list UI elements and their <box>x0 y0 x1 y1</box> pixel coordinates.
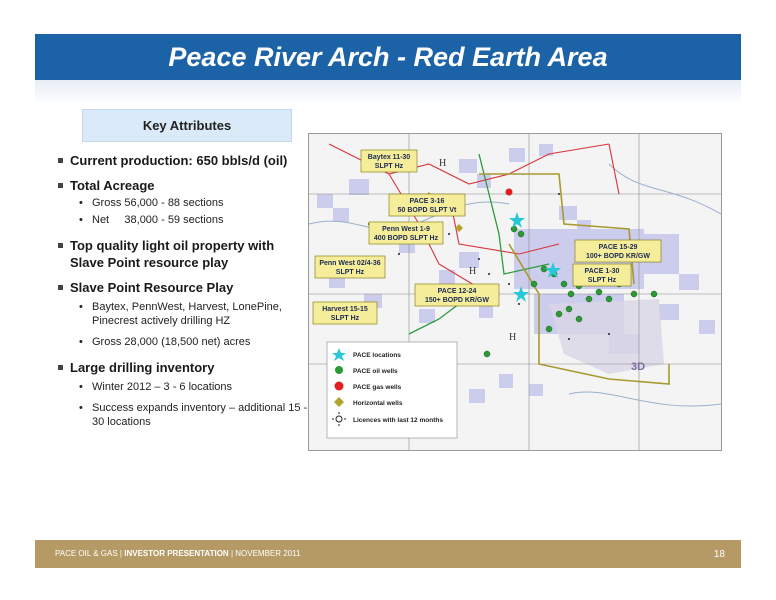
sub-bullet-item: • Winter 2012 – 3 - 6 locations <box>79 381 233 393</box>
footer-separator: | <box>119 549 122 558</box>
label-penn19-1: Penn West 1-9 <box>382 226 430 233</box>
label-pace1529-1: PACE 15-29 <box>598 244 638 251</box>
key-attributes-box <box>82 109 292 142</box>
red-dot-icon <box>335 382 344 391</box>
footer-bar <box>35 540 741 568</box>
label-h-3: H <box>509 332 517 343</box>
legend-horizontal: Horizontal wells <box>353 400 403 407</box>
label-harvest-1: Harvest 15-15 <box>322 306 368 313</box>
bullet-dot-icon: • <box>79 336 83 348</box>
bullet-square-icon <box>58 365 63 370</box>
bullet-item: Total Acreage <box>58 177 308 194</box>
bullet-dot-icon: • <box>79 301 83 313</box>
bullet-item: Slave Point Resource Play <box>58 279 308 296</box>
bullet-dot-icon: • <box>79 381 83 393</box>
sub-bullet-item: • Success expands inventory – additional 15 - 30 locations <box>79 402 308 428</box>
label-h-2: H <box>469 266 477 277</box>
sub-bullet-item: • Gross 56,000 - 88 sections <box>79 197 224 209</box>
label-pace316-1: PACE 3-16 <box>409 198 445 205</box>
label-h-1: H <box>439 158 447 169</box>
page-number: 18 <box>713 549 725 560</box>
map-legend <box>327 342 457 438</box>
label-pace1224-2: 150+ BOPD KR/GW <box>425 297 489 304</box>
bullet-item: Current production: 650 bbls/d (oil) <box>58 152 308 169</box>
title-bar <box>35 34 741 80</box>
label-pace130-2: SLPT Hz <box>587 277 617 284</box>
green-dot-icon <box>335 366 343 374</box>
label-pace1224-1: PACE 12-24 <box>437 288 477 295</box>
bullet-dot-icon: • <box>79 402 83 414</box>
label-pace316-2: 50 BOPD SLPT Vt <box>397 207 457 214</box>
bullet-square-icon <box>58 158 63 163</box>
bullet-square-icon <box>58 285 63 290</box>
bullet-square-icon <box>58 183 63 188</box>
label-penn0236-2: SLPT Hz <box>335 269 365 276</box>
label-3d-area: 3D <box>631 361 646 373</box>
footer-date: NOVEMBER 2011 <box>235 549 301 558</box>
legend-locations: PACE locations <box>353 352 401 359</box>
footer-separator: | <box>230 549 234 558</box>
sub-bullet-item: • Baytex, PennWest, Harvest, LonePine, Pinecrest actively drilling HZ <box>79 301 282 327</box>
bullet-item: Top quality light oil property with Slave Point resource play <box>58 237 308 271</box>
legend-gas: PACE gas wells <box>353 384 402 391</box>
sub-bullet-item: • Net 38,000 - 59 sections <box>79 214 224 226</box>
map-graphic <box>309 134 721 450</box>
legend-licences: Licences with last 12 months <box>353 417 443 424</box>
legend-oil: PACE oil wells <box>353 368 398 375</box>
footer-company: PACE OIL & GAS <box>55 549 118 558</box>
title-shadow <box>35 80 741 106</box>
label-harvest-2: SLPT Hz <box>330 315 360 322</box>
label-penn0236-1: Penn West 02/4-36 <box>319 260 381 267</box>
bullet-list <box>58 152 308 432</box>
footer-presentation: INVESTOR PRESENTATION <box>124 549 229 558</box>
page-title: Peace River Arch - Red Earth Area <box>168 42 608 72</box>
bullet-dot-icon: • <box>79 214 83 226</box>
label-baytex-1: Baytex 11-30 <box>367 154 411 161</box>
bullet-dot-icon: • <box>79 197 83 209</box>
footer-text <box>55 549 300 558</box>
label-baytex-2: SLPT Hz <box>374 163 404 170</box>
bullet-item: Large drilling inventory <box>58 359 308 376</box>
label-penn19-2: 400 BOPD SLPT Hz <box>373 235 439 242</box>
area-map <box>308 133 722 451</box>
label-pace1529-2: 100+ BOPD KR/GW <box>586 253 650 260</box>
key-attributes-heading: Key Attributes <box>142 118 232 133</box>
label-pace130-1: PACE 1-30 <box>584 268 620 275</box>
sub-bullet-item: • Gross 28,000 (18,500 net) acres <box>79 336 251 348</box>
bullet-square-icon <box>58 243 63 248</box>
